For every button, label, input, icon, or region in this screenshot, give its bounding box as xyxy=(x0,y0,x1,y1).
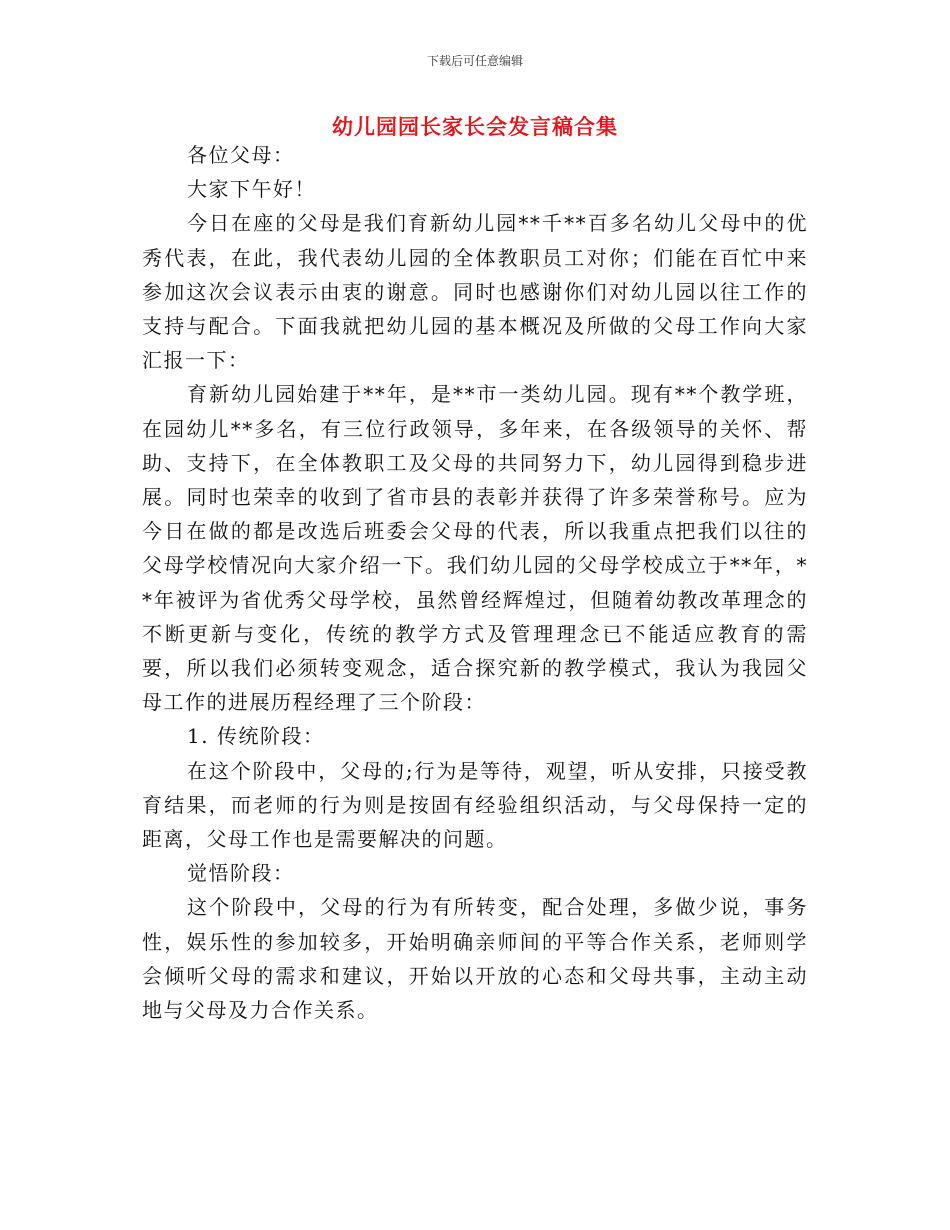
paragraph-greeting: 各位父母： xyxy=(187,143,295,167)
paragraph-stage-2-body: 这个阶段中，父母的行为有所转变，配合处理，多做少说，事务性，娱乐性的参加较多，开始明确亲师间的平等合作关系，老师则学会倾听父母的需求和建议，开始以开放的心态和父母共事，主动主动地与父母及力合作关系。 xyxy=(142,895,808,1023)
paragraph-afternoon: 大家下午好！ xyxy=(187,177,316,202)
paragraph-intro: 今日在座的父母是我们育新幼儿园**千**百多名幼儿父母中的优秀代表，在此，我代表幼儿园的全体教职员工对你；们能在百忙中来参加这次会议表示由衷的谢意。同时也感谢你们对幼儿园以往工作的支持与配合。下面我就把幼儿园的基本概况及所做的父母工作向大家汇报一下： xyxy=(142,211,808,373)
document-title: 幼儿园园长家长会发言稿合集 xyxy=(332,114,618,139)
document-body xyxy=(142,138,808,1027)
paragraph-stage-1-body: 在这个阶段中，父母的;行为是等待，观望，听从安排，只接受教育结果，而老师的行为则是按固有经验组织活动，与父母保持一定的距离，父母工作也是需要解决的问题。 xyxy=(142,758,808,852)
paragraph-stage-1-heading: 1. 传统阶段： xyxy=(187,724,325,749)
paragraph-stage-2-heading: 觉悟阶段： xyxy=(187,861,295,886)
paragraph-overview: 育新幼儿园始建于**年，是**市一类幼儿园。现有**个教学班，在园幼儿**多名，有三位行政领导，多年来，在各级领导的关怀、帮助、支持下，在全体教职工及父母的共同努力下，幼儿园得到稳步进展。同时也荣幸的收到了省市县的表彰并获得了许多荣誉称号。应为今日在做的都是改选后班委会父母的代表，所以我重点把我们以往的父母学校情况向大家介绍一下。我们幼儿园的父母学校成立于**年，**年被评为省优秀父母学校，虽然曾经辉煌过，但随着幼教改革理念的不断更新与变化，传统的教学方式及管理理念已不能适应教育的需要，所以我们必须转变观念，适合探究新的教学模式，我认为我园父母工作的进展历程经理了三个阶段： xyxy=(142,382,808,715)
page-header-note: 下载后可任意编辑 xyxy=(426,54,523,68)
